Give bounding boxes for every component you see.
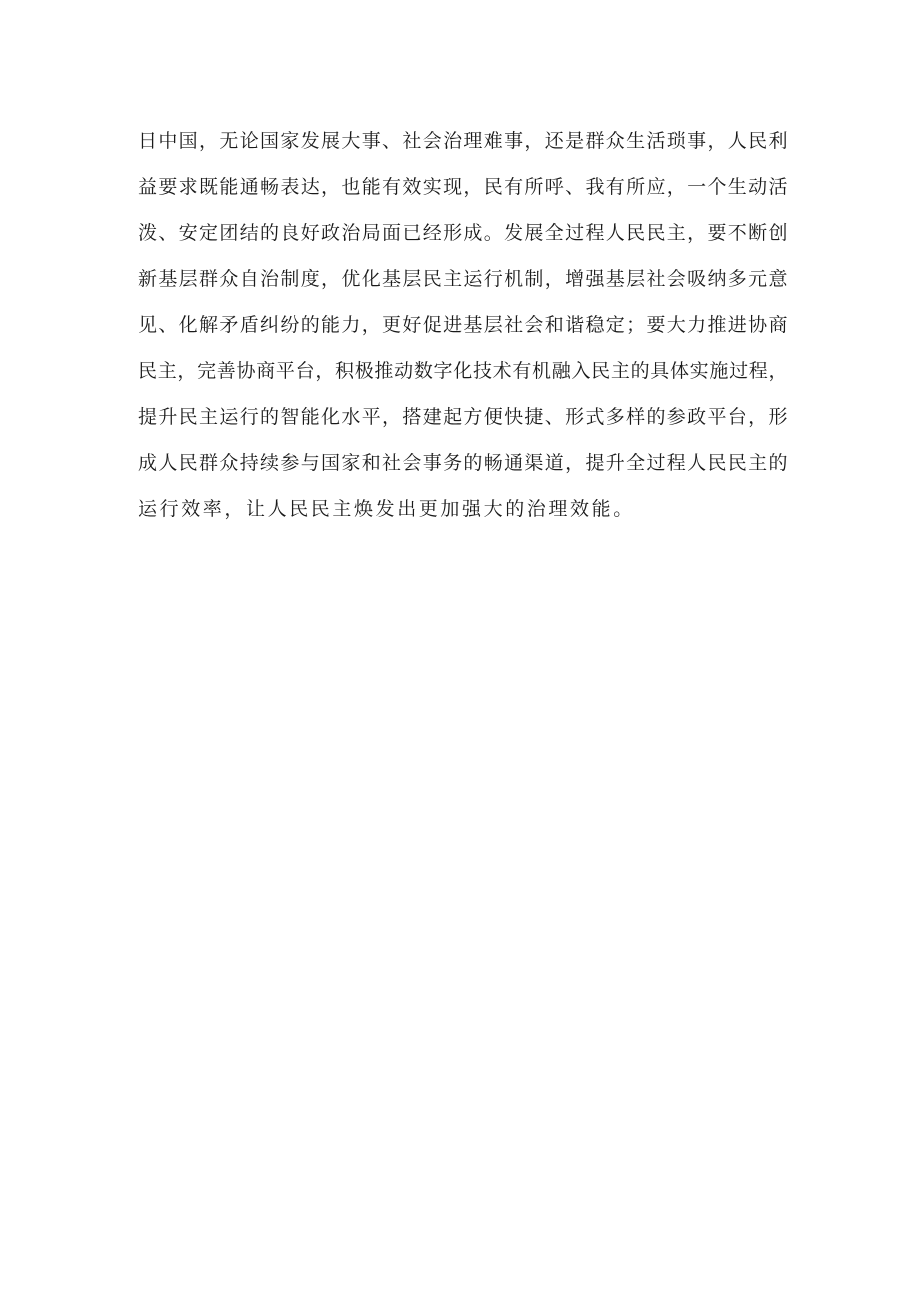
paragraph-line-8: 成人民群众持续参与国家和社会事务的畅通渠道，提升全过程人民民主的 [138,452,788,474]
paragraph-line-9: 运行效率，让人民民主焕发出更加强大的治理效能。 [138,498,635,520]
paragraph-line-7: 提升民主运行的智能化水平，搭建起方便快捷、形式多样的参政平台，形 [138,406,788,428]
paragraph-line-6: 民主，完善协商平台，积极推动数字化技术有机融入民主的具体实施过程， [138,360,788,382]
body-paragraph [138,118,788,532]
paragraph-line-1: 日中国，无论国家发展大事、社会治理难事，还是群众生活琐事，人民利 [138,130,788,152]
paragraph-line-3: 泼、安定团结的良好政治局面已经形成。发展全过程人民民主，要不断创 [138,222,788,244]
paragraph-line-5: 见、化解矛盾纠纷的能力，更好促进基层社会和谐稳定；要大力推进协商 [138,314,788,336]
paragraph-line-2: 益要求既能通畅表达，也能有效实现，民有所呼、我有所应，一个生动活 [138,176,788,198]
paragraph-line-4: 新基层群众自治制度，优化基层民主运行机制，增强基层社会吸纳多元意 [138,268,788,290]
